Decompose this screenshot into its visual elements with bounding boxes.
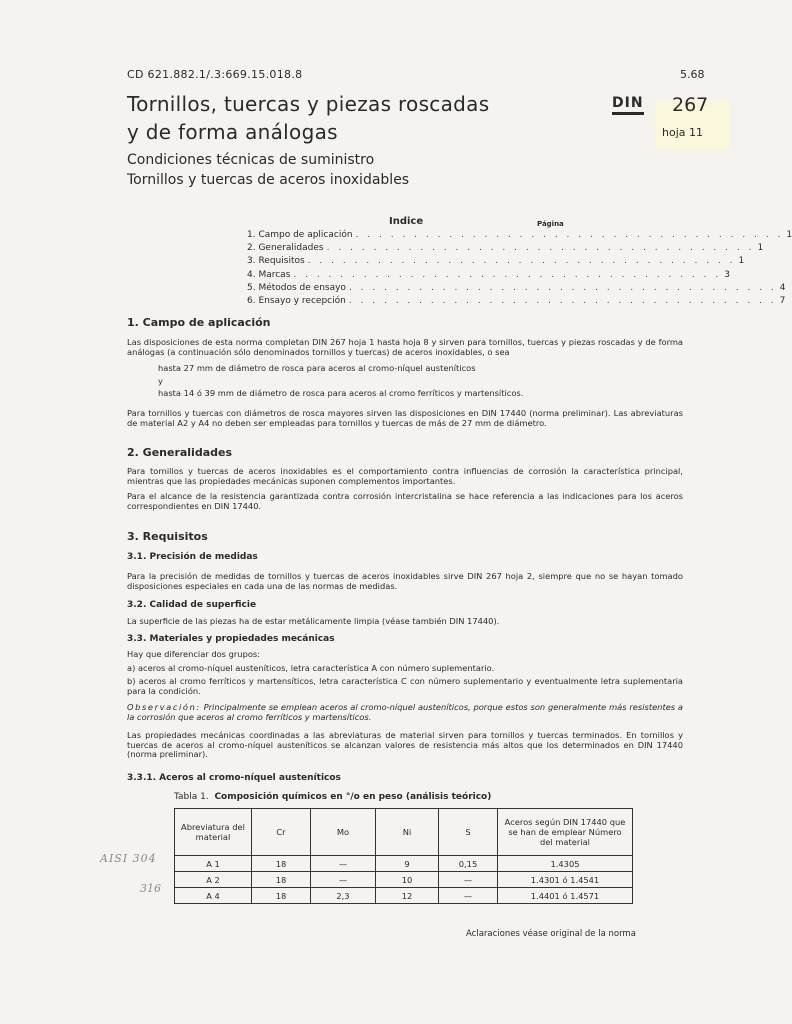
composition-table xyxy=(174,808,633,904)
toc-item xyxy=(247,295,786,308)
sheet-number: hoja 11 xyxy=(662,126,703,139)
paragraph: Hay que diferenciar dos grupos: xyxy=(127,649,261,659)
table-cell: — xyxy=(311,856,376,872)
table-cell: 18 xyxy=(252,856,311,872)
toc-leader: . . . . . . . . . . . . . . . . . . . . . . . . . . . . . . . . . . . . . xyxy=(307,256,736,267)
table-caption xyxy=(174,792,491,802)
table-cell: 18 xyxy=(252,888,311,904)
table-cell: 1.4401 ó 1.4571 xyxy=(498,888,633,904)
handwritten-note: 316 xyxy=(140,882,161,895)
toc-leader: . . . . . . . . . . . . . . . . . . . . . . . . . . . . . . . . . . . . . xyxy=(326,243,755,254)
issue-date: 5.68 xyxy=(680,68,705,81)
paragraph: hasta 27 mm de diámetro de rosca para aceros al cromo-níquel austeníticos xyxy=(158,363,476,373)
paragraph: Para la precisión de medidas de tornillos y tuercas de aceros inoxidables sirve DIN 267 hoja 2, siempre que no se hayan tomado disposiciones especiales en cada una de las normas de medidas. xyxy=(127,571,683,591)
toc-label: 3. Requisitos xyxy=(247,256,305,267)
toc-item xyxy=(247,269,730,282)
subtitle-line2: Tornillos y tuercas de aceros inoxidables xyxy=(127,172,410,188)
toc-item xyxy=(247,282,786,295)
table-cell: A 2 xyxy=(175,872,252,888)
table-cell: 10 xyxy=(376,872,439,888)
table-cell: 18 xyxy=(252,872,311,888)
paragraph: Para el alcance de la resistencia garantizada contra corrosión intercristalina se hace referencia a las indicaciones para los aceros correspondientes en DIN 17440. xyxy=(127,491,683,511)
subtitle-line1: Condiciones técnicas de suministro xyxy=(127,152,375,168)
table-cell: A 4 xyxy=(175,888,252,904)
table-row xyxy=(175,872,633,888)
table-of-contents xyxy=(247,229,792,308)
section-heading: 2. Generalidades xyxy=(127,446,233,459)
index-page-header: Página xyxy=(537,220,564,228)
toc-page: 1 xyxy=(738,256,745,267)
handwritten-note: AISI 304 xyxy=(100,852,157,865)
din-number: 267 xyxy=(672,94,709,116)
toc-page: 1 xyxy=(786,230,792,240)
paragraph: Las disposiciones de esta norma completan DIN 267 hoja 1 hasta hoja 8 y sirven para tornillos, tuercas y piezas roscadas y de forma análogas (a continuación sólo denominados tornillos y tuercas) de aceros inoxidables, o sea xyxy=(127,337,683,357)
table-header-cell: Mo xyxy=(311,809,376,856)
subsection-heading: 3.3.1. Aceros al cromo-níquel austeníticos xyxy=(127,773,341,783)
toc-leader: . . . . . . . . . . . . . . . . . . . . . . . . . . . . . . . . . . . . . xyxy=(355,230,784,240)
footer-note: Aclaraciones véase original de la norma xyxy=(466,929,636,939)
paragraph: hasta 14 ó 39 mm de diámetro de rosca para aceros al cromo ferríticos y martensíticos. xyxy=(158,388,524,398)
section-heading: 3. Requisitos xyxy=(127,530,208,543)
table-header-cell: Cr xyxy=(252,809,311,856)
cdu-classification: CD 621.882.1/.3:669.15.018.8 xyxy=(127,68,303,81)
paragraph: Para tornillos y tuercas de aceros inoxidables es el comportamiento contra influencias de corrosión la característica principal, mientras que las propiedades mecánicas suponen complementos importantes. xyxy=(127,466,683,486)
table-cell: 1.4305 xyxy=(498,856,633,872)
table-row xyxy=(175,856,633,872)
observation-label: Observación: xyxy=(127,702,201,712)
toc-leader: . . . . . . . . . . . . . . . . . . . . . . . . . . . . . . . . . . . . . xyxy=(348,282,777,293)
section-heading: 1. Campo de aplicación xyxy=(127,316,271,329)
toc-page: 7 xyxy=(779,295,786,306)
page-title-line1: Tornillos, tuercas y piezas roscadas xyxy=(127,92,490,116)
table-cell: 2,3 xyxy=(311,888,376,904)
index-title: Indice xyxy=(389,216,424,227)
din-logo: DIN xyxy=(612,94,644,115)
paragraph: Para tornillos y tuercas con diámetros de rosca mayores sirven las disposiciones en DIN 17440 (norma preliminar). Las abreviaturas de material A2 y A4 no deben ser empleadas para tornillos y tuercas de más de 27 mm de diámetro. xyxy=(127,408,683,428)
table-cell: A 1 xyxy=(175,856,252,872)
toc-label: 5. Métodos de ensayo xyxy=(247,282,346,293)
table-cell: 1.4301 ó 1.4541 xyxy=(498,872,633,888)
toc-item xyxy=(247,242,764,255)
subsection-heading: 3.1. Precisión de medidas xyxy=(127,552,258,562)
toc-item xyxy=(247,229,792,242)
toc-label: 2. Generalidades xyxy=(247,243,324,254)
list-item: b) aceros al cromo ferríticos y martensíticos, letra característica C con número suplementario y eventualmente letra suplementaria para la condición. xyxy=(127,676,683,696)
table-header-cell: Aceros según DIN 17440 que se han de emplear Número del material xyxy=(498,809,633,856)
toc-item xyxy=(247,255,745,268)
table-cell: — xyxy=(439,888,498,904)
toc-page: 3 xyxy=(724,269,730,280)
subsection-heading: 3.3. Materiales y propiedades mecánicas xyxy=(127,634,335,644)
table-cell: — xyxy=(439,872,498,888)
table-header-row xyxy=(175,809,633,856)
toc-label: 1. Campo de aplicación xyxy=(247,230,353,240)
table-caption-title: Composición químicos en °/o en peso (análisis teórico) xyxy=(214,792,492,802)
observation-text: Principalmente se emplean aceros al cromo-níquel austeníticos, porque estos son generalmente más resistentes a la corrosión que aceros al cromo ferríticos y martensíticos. xyxy=(127,702,683,722)
table-header-cell: S xyxy=(439,809,498,856)
table-caption-prefix: Tabla 1. xyxy=(174,792,209,802)
table-cell: — xyxy=(311,872,376,888)
list-item: a) aceros al cromo-níquel austeníticos, letra característica A con número suplementario. xyxy=(127,663,495,673)
table-cell: 12 xyxy=(376,888,439,904)
toc-page: 4 xyxy=(779,282,786,293)
toc-page: 1 xyxy=(757,243,764,254)
paragraph: y xyxy=(158,376,163,386)
table-cell: 9 xyxy=(376,856,439,872)
page-title-line2: y de forma análogas xyxy=(127,120,338,144)
subsection-heading: 3.2. Calidad de superficie xyxy=(127,600,257,610)
paragraph: La superficie de las piezas ha de estar metálicamente limpia (véase también DIN 17440). xyxy=(127,616,500,626)
paragraph: Las propiedades mecánicas coordinadas a las abreviaturas de material sirven para tornillos y tuercas terminados. En tornillos y tuercas de aceros al cromo-níquel austeníticos se alcanzan valores de resistencia más altos que los determinados en DIN 17440 (norma preliminar). xyxy=(127,730,683,759)
table-cell: 0,15 xyxy=(439,856,498,872)
table-row xyxy=(175,888,633,904)
table-header-cell: Ni xyxy=(376,809,439,856)
table-header-cell: Abreviatura del material xyxy=(175,809,252,856)
toc-label: 4. Marcas xyxy=(247,269,291,280)
toc-leader: . . . . . . . . . . . . . . . . . . . . . . . . . . . . . . . . . . . . . xyxy=(293,269,722,280)
toc-label: 6. Ensayo y recepción xyxy=(247,295,346,306)
observation-note xyxy=(127,703,683,722)
toc-leader: . . . . . . . . . . . . . . . . . . . . . . . . . . . . . . . . . . . . . xyxy=(348,295,777,306)
